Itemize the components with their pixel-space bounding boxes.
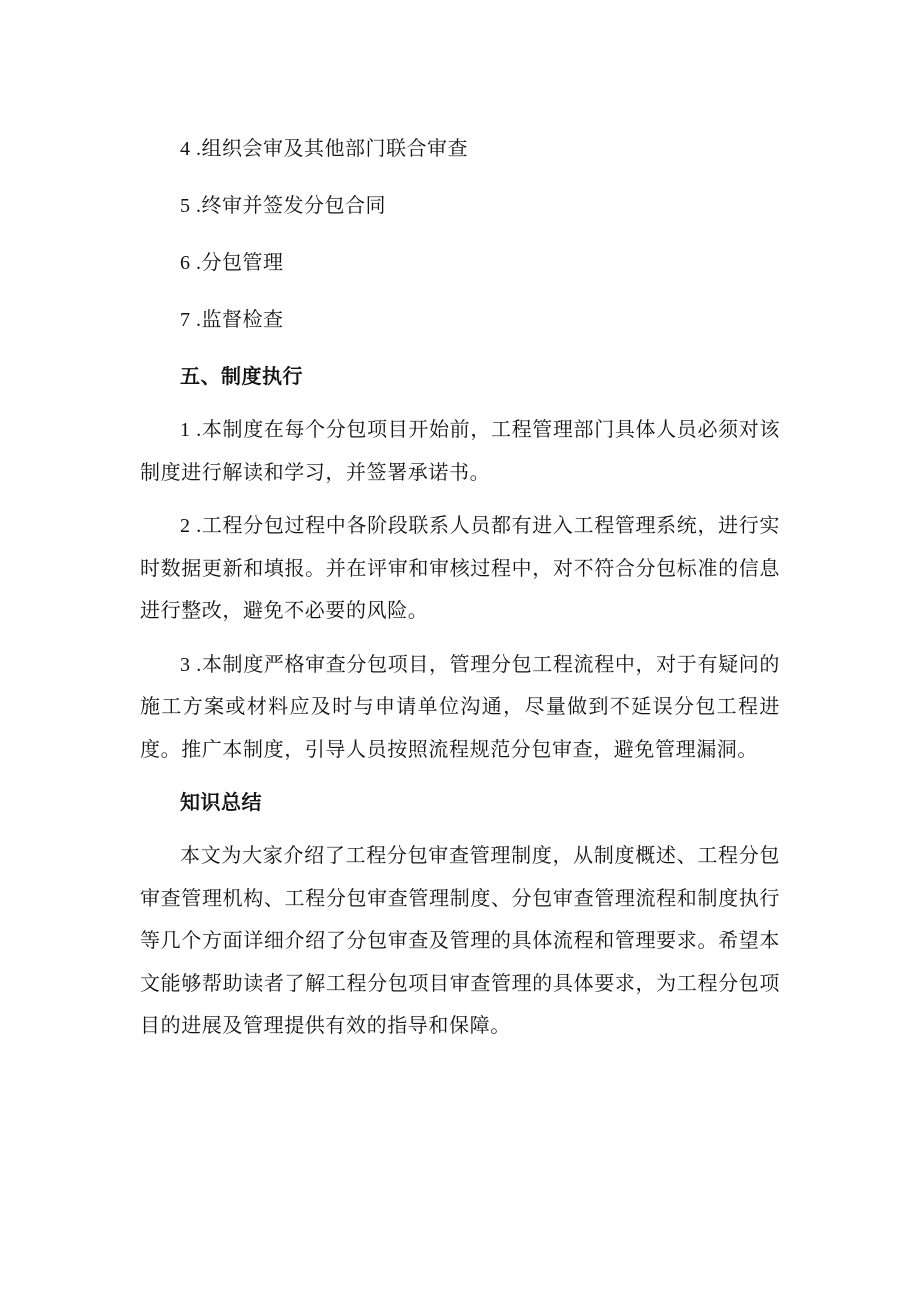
paragraph-execution-1: 1 .本制度在每个分包项目开始前，工程管理部门具体人员必须对该制度进行解读和学习，并签署承诺书。 (140, 419, 780, 484)
section-heading-summary: 知识总结 (180, 792, 262, 814)
list-item-5: 5 .终审并签发分包合同 (180, 195, 386, 217)
paragraph-execution-3: 3 .本制度严格审查分包项目，管理分包工程流程中，对于有疑问的施工方案或材料应及时与申请单位沟通，尽量做到不延误分包工程进度。推广本制度，引导人员按照流程规范分包审查，避免管理漏洞。 (140, 653, 780, 761)
section-heading-execution: 五、制度执行 (180, 366, 303, 388)
paragraph-summary: 本文为大家介绍了工程分包审查管理制度，从制度概述、工程分包审查管理机构、工程分包审查管理制度、分包审查管理流程和制度执行等几个方面详细介绍了分包审查及管理的具体流程和管理要求。希望本文能够帮助读者了解工程分包项目审查管理的具体要求，为工程分包项目的进展及管理提供有效的指导和保障。 (140, 845, 780, 1037)
list-item-4: 4 .组织会审及其他部门联合审查 (180, 138, 468, 160)
paragraph-execution-2: 2 .工程分包过程中各阶段联系人员都有进入工程管理系统，进行实时数据更新和填报。并在评审和审核过程中，对不符合分包标准的信息进行整改，避免不必要的风险。 (140, 515, 780, 622)
list-item-7: 7 .监督检查 (180, 309, 284, 331)
list-item-6: 6 .分包管理 (180, 252, 284, 274)
